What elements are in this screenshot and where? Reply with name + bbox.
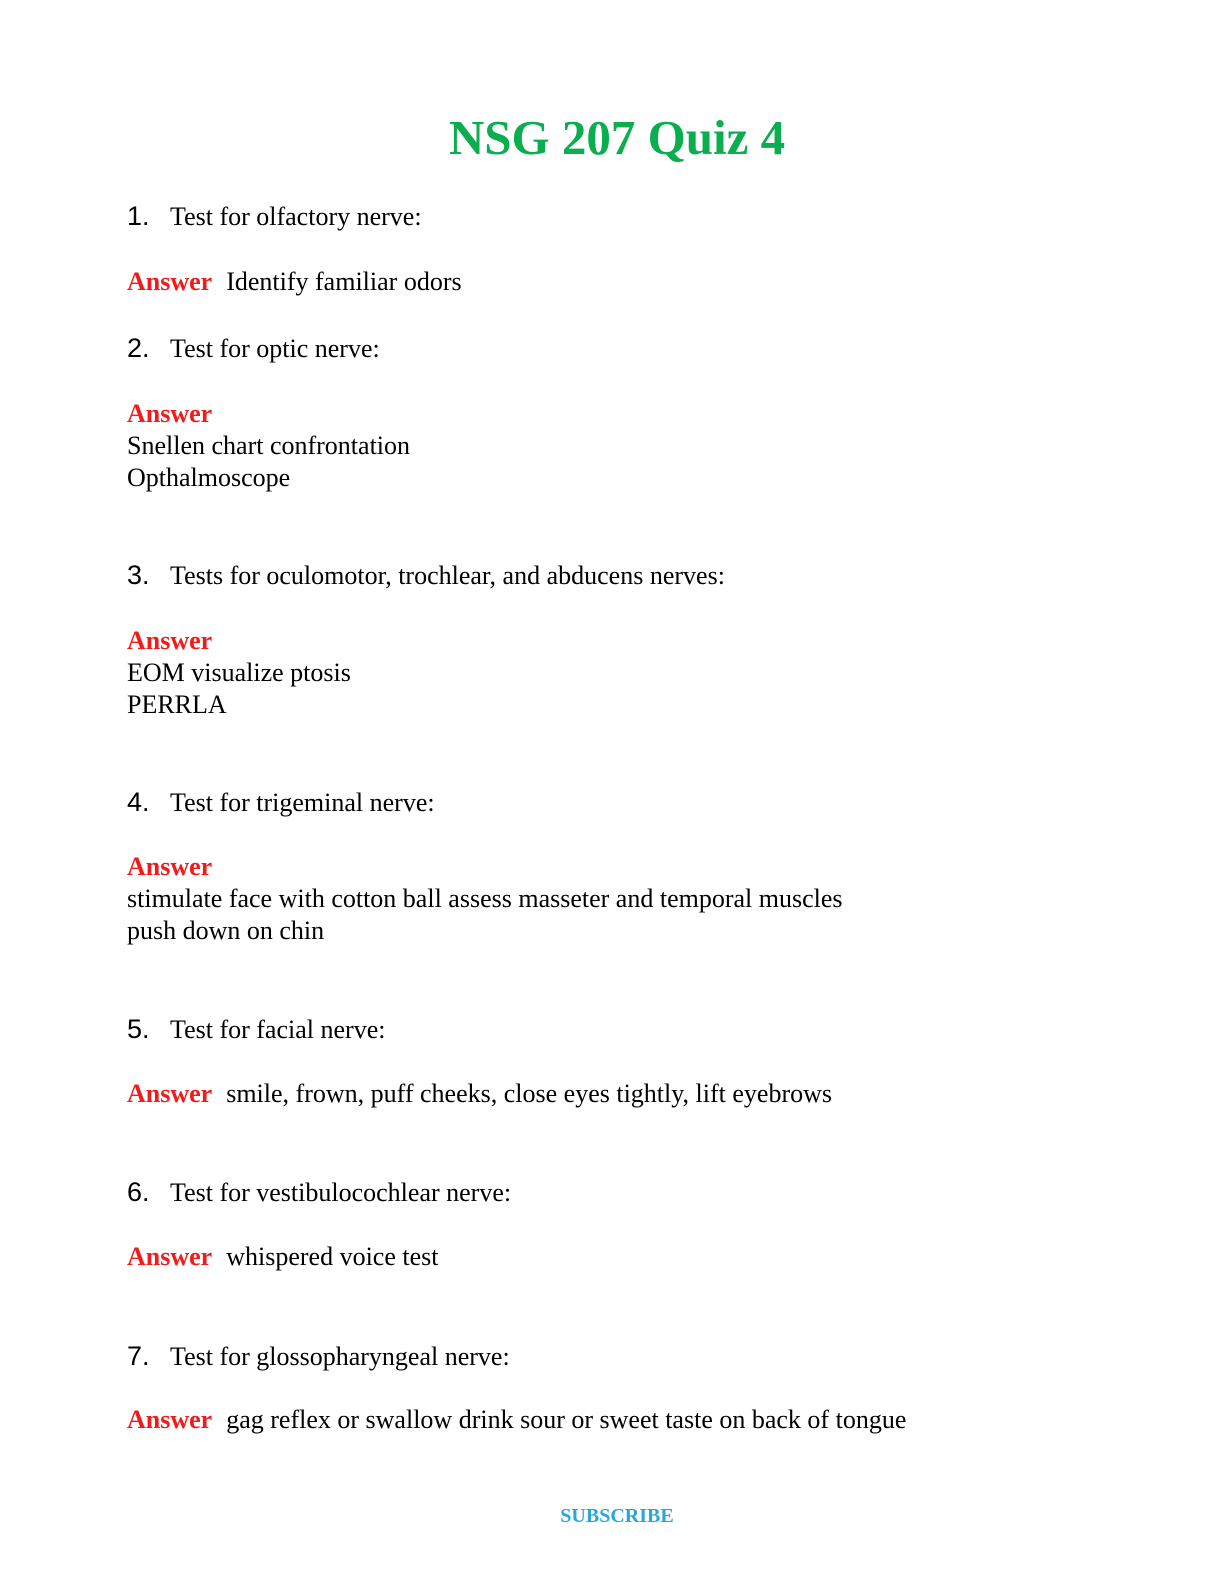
question-text: Test for facial nerve: [170, 1015, 386, 1044]
quiz-question-2 [127, 332, 1127, 365]
answer-label: Answer [127, 1079, 213, 1108]
answer-text: gag reflex or swallow drink sour or sweet taste on back of tongue [226, 1405, 907, 1434]
quiz-answer-7 [127, 1404, 1127, 1436]
answer-label-line [127, 851, 1127, 883]
question-line [127, 200, 1127, 233]
question-line [127, 1176, 1127, 1209]
question-text: Test for glossopharyngeal nerve: [170, 1342, 510, 1371]
question-number: 2. [127, 333, 150, 363]
quiz-question-5 [127, 1013, 1127, 1046]
quiz-answer-4 [127, 851, 1127, 947]
quiz-answer-5 [127, 1078, 1127, 1110]
question-line [127, 1013, 1127, 1046]
answer-line [127, 266, 1127, 298]
answer-text: PERRLA [127, 690, 227, 719]
quiz-question-4 [127, 786, 1127, 819]
answer-text: EOM visualize ptosis [127, 658, 351, 687]
quiz-question-7 [127, 1340, 1127, 1373]
answer-label: Answer [127, 626, 213, 655]
question-number: 4. [127, 787, 150, 817]
answer-text: Identify familiar odors [226, 267, 462, 296]
quiz-question-6 [127, 1176, 1127, 1209]
question-line [127, 332, 1127, 365]
answer-label: Answer [127, 1242, 213, 1271]
quiz-answer-1 [127, 266, 1127, 298]
question-line [127, 786, 1127, 819]
page-title: NSG 207 Quiz 4 [448, 110, 786, 165]
answer-label: Answer [127, 852, 213, 881]
quiz-question-3 [127, 559, 1127, 592]
quiz-answer-6 [127, 1241, 1127, 1273]
question-line [127, 1340, 1127, 1373]
answer-label: Answer [127, 1405, 213, 1434]
answer-label-line [127, 398, 1127, 430]
question-text: Test for vestibulocochlear nerve: [170, 1178, 512, 1207]
subscribe-link[interactable]: SUBSCRIBE [560, 1505, 674, 1527]
question-number: 5. [127, 1014, 150, 1044]
question-text: Test for trigeminal nerve: [170, 788, 435, 817]
question-text: Test for olfactory nerve: [170, 202, 422, 231]
answer-line [127, 1241, 1127, 1273]
answer-text: Opthalmoscope [127, 463, 291, 492]
answer-text: push down on chin [127, 916, 325, 945]
answer-label: Answer [127, 399, 213, 428]
answer-text: stimulate face with cotton ball assess masseter and temporal muscles [127, 884, 843, 913]
answer-text: whispered voice test [226, 1242, 439, 1271]
question-number: 1. [127, 201, 150, 231]
question-line [127, 559, 1127, 592]
answer-label-line [127, 625, 1127, 657]
answer-text: Snellen chart confrontation [127, 431, 411, 460]
answer-text: smile, frown, puff cheeks, close eyes tightly, lift eyebrows [226, 1079, 833, 1108]
question-number: 3. [127, 560, 150, 590]
question-number: 6. [127, 1177, 150, 1207]
question-text: Test for optic nerve: [170, 334, 380, 363]
answer-label: Answer [127, 267, 213, 296]
question-text: Tests for oculomotor, trochlear, and abducens nerves: [170, 561, 725, 590]
quiz-answer-3 [127, 625, 1127, 721]
answer-line [127, 1404, 1127, 1436]
question-number: 7. [127, 1341, 150, 1371]
quiz-question-1 [127, 200, 1127, 233]
answer-line [127, 1078, 1127, 1110]
quiz-answer-2 [127, 398, 1127, 494]
